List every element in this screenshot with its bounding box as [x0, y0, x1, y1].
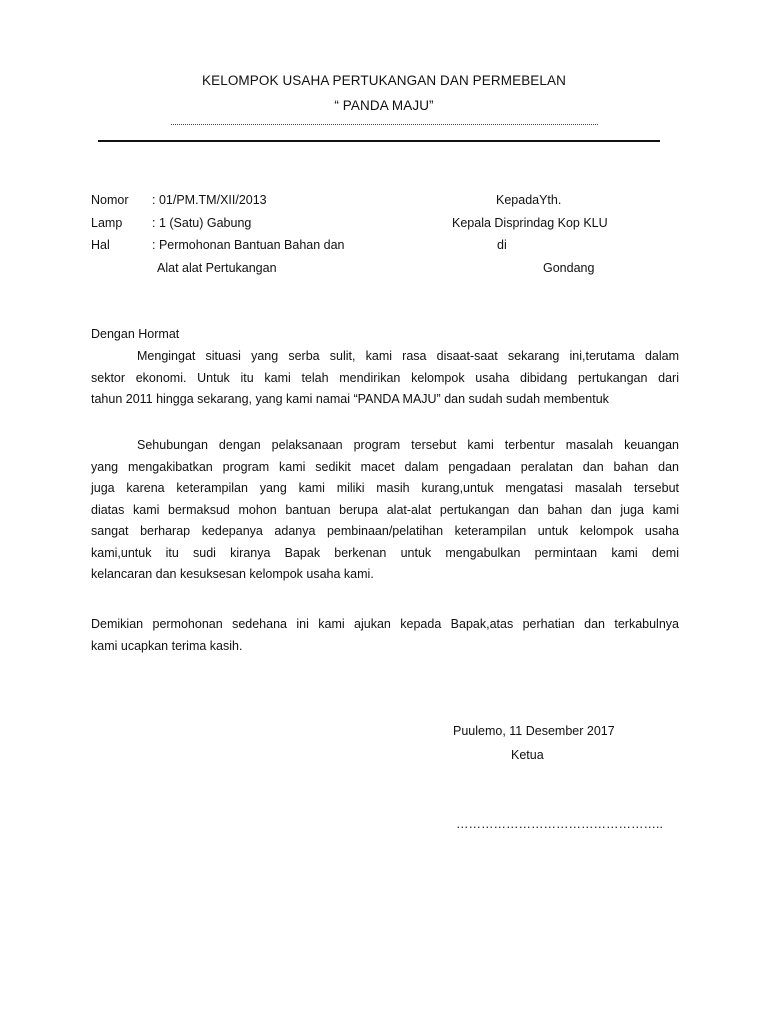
paragraph-line: kelancaran dan kesuksesan kelompok usaha kami.	[91, 567, 374, 581]
paragraph-3	[91, 614, 679, 657]
paragraph-line: sektor ekonomi. Untuk itu kami telah mendirikan kelompok usaha dibidang pertukangan dari	[91, 370, 679, 385]
nomor-label: Nomor	[91, 193, 129, 207]
signatory-name-placeholder: …………………………………………..	[456, 817, 663, 831]
place-date: Puulemo, 11 Desember 2017	[453, 724, 615, 738]
org-name: KELOMPOK USAHA PERTUKANGAN DAN PERMEBELAN	[202, 73, 566, 88]
recipient-location: Gondang	[543, 261, 595, 275]
header-rule	[98, 140, 660, 142]
hal-label: Hal	[91, 238, 110, 252]
recipient-title: Kepala Disprindag Kop KLU	[452, 216, 608, 230]
salutation: Dengan Hormat	[91, 327, 180, 341]
group-name: “ PANDA MAJU”	[334, 98, 434, 113]
paragraph-line: diatas kami bermaksud mohon bantuan berupa alat-alat pertukangan dan bahan dan juga kami	[91, 502, 679, 517]
paragraph-2	[91, 435, 679, 586]
recipient-di: di	[497, 238, 507, 252]
paragraph-line: Sehubungan dengan pelaksanaan program tersebut kami terbentur masalah keuangan	[137, 438, 679, 452]
nomor-value: : 01/PM.TM/XII/2013	[152, 193, 267, 207]
lamp-label: Lamp	[91, 216, 123, 230]
paragraph-line: Demikian permohonan sedehana ini kami ajukan kepada Bapak,atas perhatian dan terkabulnya	[91, 617, 679, 631]
paragraph-line: juga karena keterampilan yang kami miliki masih kurang,untuk mengatasi masalah tersebut	[91, 481, 679, 495]
paragraph-line: yang mengakibatkan program kami sedikit macet dalam pengadaan peralatan dan bahan dan	[91, 459, 679, 474]
hal-value-continued: Alat alat Pertukangan	[157, 261, 277, 275]
recipient-greeting: KepadaYth.	[496, 193, 562, 207]
hal-value: : Permohonan Bantuan Bahan dan	[152, 238, 345, 252]
paragraph-line: kami,untuk itu sudi kiranya Bapak berkenan untuk mengabulkan permintaan kami demi	[91, 545, 679, 560]
lamp-value: : 1 (Satu) Gabung	[152, 216, 252, 230]
paragraph-1	[91, 346, 679, 411]
signatory-title: Ketua	[511, 748, 544, 762]
dotted-separator	[171, 124, 598, 125]
paragraph-line: tahun 2011 hingga sekarang, yang kami namai “PANDA MAJU” dan sudah sudah membentuk	[91, 392, 609, 406]
paragraph-line: Mengingat situasi yang serba sulit, kami rasa disaat-saat sekarang ini,terutama dalam	[137, 349, 679, 363]
paragraph-line: sangat berharap kedepanya adanya pembinaan/pelatihan keterampilan untuk kelompok usaha	[91, 524, 679, 538]
paragraph-line: kami ucapkan terima kasih.	[91, 638, 243, 653]
